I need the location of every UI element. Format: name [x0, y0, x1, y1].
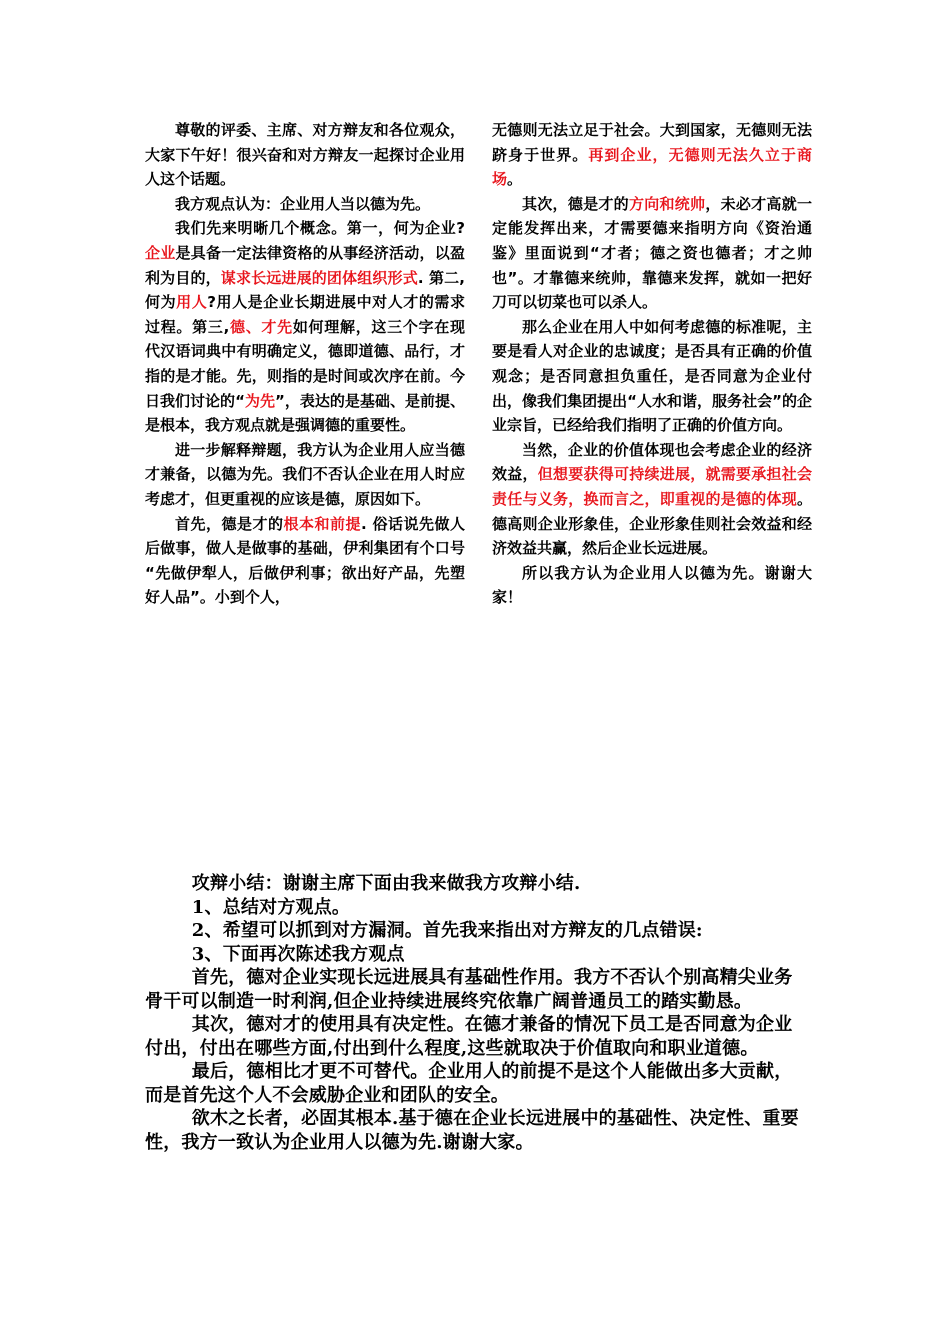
- text-run: 是具备一定法律资格的从事经济活动，以盈利为目的，: [145, 243, 465, 287]
- summary-paragraph-4: 欲木之长者，必固其根本.基于德在企业长远进展中的基础性、决定性、重要性，我方一致认为企业用人以德为先.谢谢大家。: [145, 1108, 799, 1153]
- summary-item-3: 3、下面再次陈述我方观点: [191, 943, 405, 965]
- value-paragraph: [492, 438, 812, 561]
- continuation-paragraph: [492, 118, 812, 192]
- summary-item-1: 1、总结对方观点。: [191, 896, 351, 918]
- text-run: 首先，德是才的: [175, 514, 284, 533]
- highlight-run: 再到企业，无德则无法久立于商场: [492, 145, 812, 189]
- closing-paragraph: 所以我方认为企业用人以德为先。谢谢大家！: [492, 563, 812, 607]
- highlight-run: 德、才先: [229, 317, 293, 336]
- summary-title: 攻辩小结：谢谢主席下面由我来做我方攻辩小结.: [191, 873, 581, 894]
- text-run: ”，表达的是基础、是前提、是根本，我方观点就是强调德的重要性。: [145, 391, 465, 435]
- highlight-run: 根本和前提: [283, 514, 362, 533]
- text-run: ?用人是企业长期进展中对人才的需求过程。第三,: [145, 293, 465, 336]
- position-statement: 我方观点认为：企业用人当以德为先。: [175, 194, 431, 213]
- left-column: [145, 118, 465, 610]
- standards-paragraph: 那么企业在用人中如何考虑德的标准呢，主要是看人对企业的忠诚度；是否具有正确的价值观念；是否同意担负重任，是否同意为企业付出，像我们集团提出“人水和谐，服务社会”的企业宗旨，已经给我们指明了正确的价值方向。: [492, 317, 812, 435]
- highlight-run: 用人: [176, 293, 208, 312]
- text-run: 。德高则企业形象佳，企业形象佳则社会效益和经济效益共赢，然后企业长远进展。: [492, 489, 812, 558]
- rebuttal-summary: [145, 872, 810, 1154]
- highlight-run: 谋求长远进展的团体组织形式: [220, 268, 418, 287]
- summary-paragraph-3: 最后，德相比才更不可替代。企业用人的前提不是这个人能做出多大贡献，而是首先这个人不会威胁企业和团队的安全。: [145, 1061, 793, 1106]
- text-run: 当然，企业的价值体现也会考虑企业的经济效益，: [492, 440, 812, 484]
- further-explanation-paragraph: 进一步解释辩题，我方认为企业用人应当德才兼备，以德为先。我们不否认企业在用人时应考虑才，但更重视的应该是德，原因如下。: [145, 440, 465, 508]
- text-run: 如何理解，这三个字在现代汉语词典中有明确定义，德即道德、品行，才指的是才能。先，则指的是时间或次序在前。今日我们讨论的“: [145, 317, 465, 410]
- opening-paragraph: 尊敬的评委、主席、对方辩友和各位观众，大家下午好！很兴奋和对方辩友一起探讨企业用人这个话题。: [145, 121, 465, 189]
- highlight-run: 为先: [244, 391, 275, 410]
- summary-paragraph-1: 首先，德对企业实现长远进展具有基础性作用。我方不否认个别高精尖业务骨干可以制造一时利润,但企业持续进展终究依靠广阔普通员工的踏实勤恳。: [145, 967, 793, 1012]
- second-argument-paragraph: [492, 192, 812, 315]
- text-run: . 第二, 何为: [145, 268, 465, 312]
- right-column: [492, 118, 812, 610]
- text-run: . 俗话说先做人后做事，做人是做事的基础，伊利集团有个口号 “先做伊犁人，后做伊利事；欲出好产品，先塑好人品”。小到个人，: [145, 514, 465, 607]
- summary-item-2: 2、希望可以抓到对方漏洞。首先我来指出对方辩友的几点错误:: [191, 920, 703, 941]
- highlight-run: 但想要获得可持续进展，就需要承担社会责任与义务，换而言之，即重视的是德的体现: [492, 465, 812, 508]
- summary-paragraph-2: 其次，德对才的使用具有决定性。在德才兼备的情况下员工是否同意为企业付出，付出在哪些方面,付出到什么程度,这些就取决于价值取向和职业道德。: [145, 1014, 793, 1059]
- text-run: ，未必才高就一定能发挥出来，才需要德来指明方向《资治通鉴》里面说到“才者；德之资也德者；才之帅也”。才靠德来统帅，靠德来发挥，就如一把好刀可以切菜也可以杀人。: [492, 194, 812, 312]
- text-run: 无德则无法立足于社会。大到国家，无德则无法跻身于世界。: [492, 121, 812, 164]
- highlight-run: 企业: [145, 243, 176, 262]
- first-argument-paragraph: [145, 512, 465, 610]
- text-run: 。: [507, 170, 523, 189]
- highlight-run: 方向和统帅: [628, 194, 706, 213]
- text-run: 我们先来明晰几个概念。第一，何为企业?: [175, 219, 465, 238]
- text-run: 其次，德是才的: [522, 194, 629, 213]
- concepts-paragraph: [145, 216, 465, 437]
